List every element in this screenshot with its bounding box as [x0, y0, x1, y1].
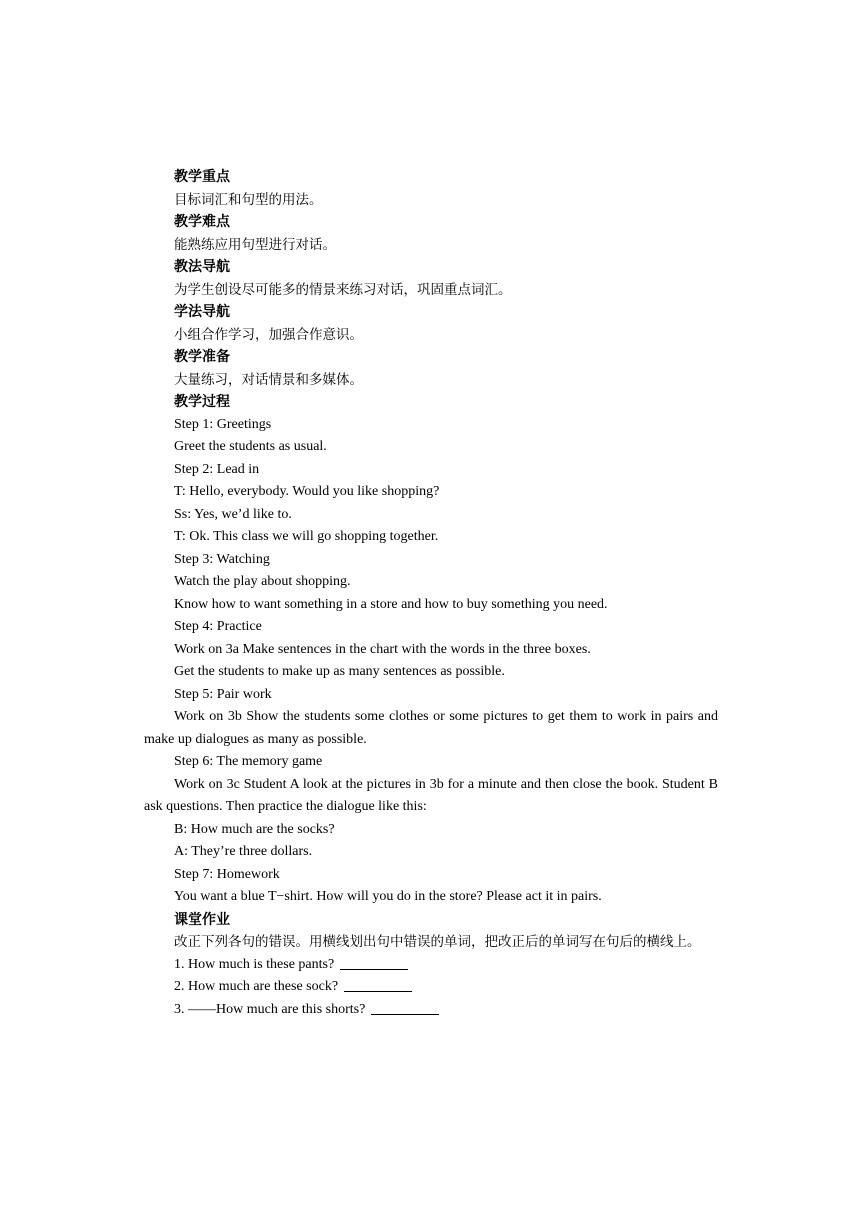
difficulty-heading: 教学难点: [174, 214, 230, 230]
homework-item-3: [144, 999, 718, 1022]
teaching-method-heading: 教法导航: [174, 259, 230, 275]
preparation-heading: 教学准备: [174, 349, 230, 365]
step1-text: Greet the students as usual.: [174, 439, 327, 454]
homework-item-3-text: 3. ——How much are this shorts?: [174, 1001, 366, 1017]
answer-blank-3: [371, 1000, 439, 1015]
homework-item-2-text: 2. How much are these sock?: [174, 979, 339, 994]
process-heading: 教学过程: [174, 394, 230, 410]
step5-text: Work on 3b Show the students some clothes or some pictures to get them to work in pairs and make up dialogues as many as possible.: [144, 709, 718, 747]
answer-blank-1: [340, 955, 408, 970]
step5-title: Step 5: Pair work: [174, 686, 272, 702]
preparation-text: 大量练习，对话情景和多媒体。: [174, 371, 363, 388]
learning-method-heading: 学法导航: [174, 304, 230, 320]
step3-line1: Watch the play about shopping.: [174, 574, 351, 589]
step6-dialogue-b: B: How much are the socks?: [174, 821, 335, 837]
difficulty-text: 能熟练应用句型进行对话。: [174, 236, 336, 253]
step3-line2: Know how to want something in a store and how to buy something you need.: [174, 596, 608, 612]
step4-line2: Get the students to make up as many sentences as possible.: [174, 664, 505, 679]
step4-title: Step 4: Practice: [174, 619, 262, 634]
homework-item-1: [144, 954, 718, 977]
step1-title: Step 1: Greetings: [174, 416, 272, 432]
teaching-method-text: 为学生创设尽可能多的情景来练习对话，巩固重点词汇。: [174, 281, 512, 298]
homework-instruction: 改正下列各句的错误。用横线划出句中错误的单词，把改正后的单词写在句后的横线上。: [174, 934, 701, 950]
step3-title: Step 3: Watching: [174, 551, 270, 567]
step6-dialogue-a: A: They’re three dollars.: [174, 844, 313, 859]
homework-item-2: [144, 976, 718, 999]
step4-line1: Work on 3a Make sentences in the chart with the words in the three boxes.: [174, 641, 591, 657]
step2-line1: T: Hello, everybody. Would you like shopping?: [174, 484, 440, 499]
step2-line2: Ss: Yes, we’d like to.: [174, 506, 292, 522]
step2-line3: T: Ok. This class we will go shopping together.: [174, 529, 439, 544]
learning-method-text: 小组合作学习，加强合作意识。: [174, 326, 363, 343]
step7-title: Step 7: Homework: [174, 866, 280, 882]
step2-title: Step 2: Lead in: [174, 461, 260, 477]
answer-blank-2: [344, 977, 412, 992]
focus-heading: 教学重点: [174, 169, 230, 185]
step7-text: You want a blue T−shirt. How will you do in the store? Please act it in pairs.: [174, 889, 602, 904]
step6-title: Step 6: The memory game: [174, 754, 323, 769]
document-page: [144, 166, 718, 1021]
step6-text: Work on 3c Student A look at the pictures in 3b for a minute and then close the book. Student B ask questions. Then practice the dialogue like this:: [144, 776, 718, 814]
focus-text: 目标词汇和句型的用法。: [174, 191, 323, 208]
homework-item-1-text: 1. How much is these pants?: [174, 956, 335, 972]
homework-heading: 课堂作业: [174, 911, 230, 928]
